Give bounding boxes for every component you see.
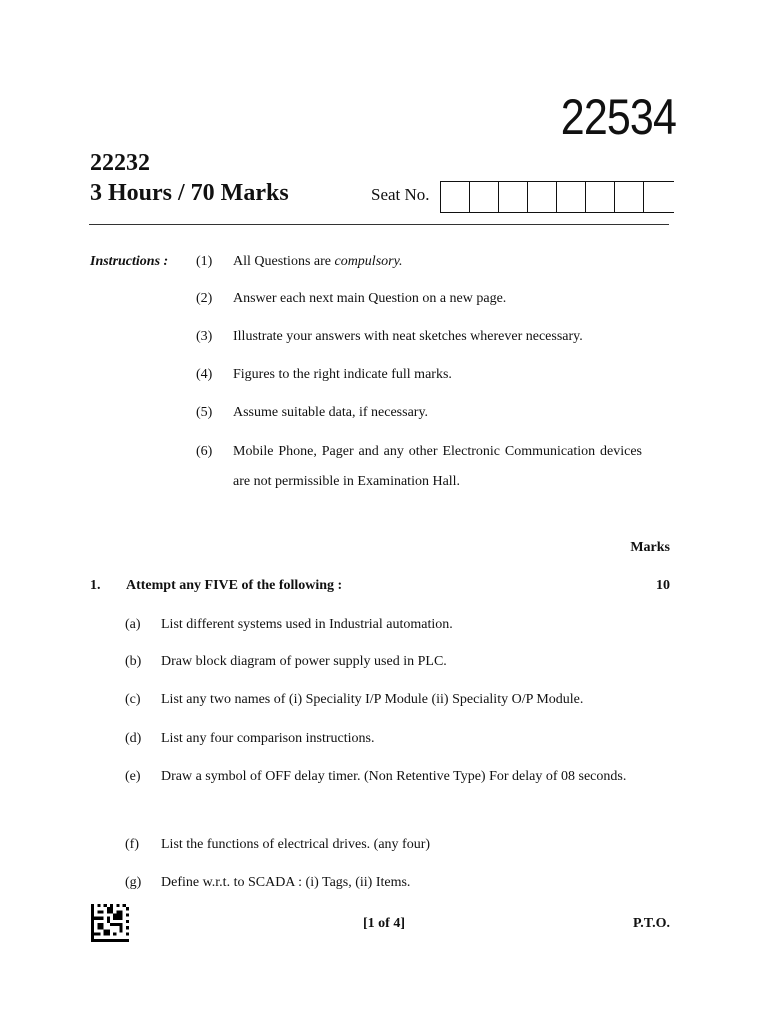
instruction-text: All Questions are compulsory. <box>233 254 403 269</box>
subquestion-number: (b) <box>125 654 142 669</box>
instruction-number: (5) <box>196 405 213 420</box>
instruction-text: Answer each next main Question on a new page. <box>233 291 507 306</box>
seat-box[interactable] <box>527 182 556 212</box>
seat-box[interactable] <box>440 182 469 212</box>
seat-box[interactable] <box>498 182 527 212</box>
duration-marks: 3 Hours / 70 Marks <box>90 180 289 206</box>
instruction-text: Figures to the right indicate full marks. <box>233 367 452 382</box>
subquestion-number: (a) <box>125 617 141 632</box>
question-marks: 10 <box>656 578 670 593</box>
subquestion-text: Define w.r.t. to SCADA : (i) Tags, (ii) Items. <box>161 875 411 890</box>
seat-label: Seat No. <box>371 185 430 204</box>
instruction-number: (4) <box>196 367 213 382</box>
pto-label: P.T.O. <box>633 916 670 931</box>
subquestion-number: (e) <box>125 769 141 784</box>
seat-box[interactable] <box>469 182 498 212</box>
subquestion-text: Draw a symbol of OFF delay timer. (Non Retentive Type) For delay of 08 seconds. <box>161 769 627 784</box>
instruction-text: Assume suitable data, if necessary. <box>233 405 429 420</box>
instruction-number: (6) <box>196 444 213 459</box>
instruction-number: (2) <box>196 291 213 306</box>
subquestion-text: List the functions of electrical drives. (any four) <box>161 837 431 852</box>
subquestion-text: List different systems used in Industrial automation. <box>161 617 453 632</box>
instruction-number: (1) <box>196 254 213 269</box>
instruction-emphasis: compulsory. <box>334 254 403 269</box>
instruction-text: Mobile Phone, Pager and any other Electronic Communication devices are not permissible in Examination Hall. <box>233 444 642 489</box>
seat-box[interactable] <box>585 182 614 212</box>
subquestion-text: Draw block diagram of power supply used in PLC. <box>161 654 447 669</box>
question-number: 1. <box>90 578 101 593</box>
seat-number-boxes[interactable] <box>440 181 674 213</box>
instruction-number: (3) <box>196 329 213 344</box>
subquestion-number: (c) <box>125 692 141 707</box>
subquestion-text: List any four comparison instructions. <box>161 731 375 746</box>
marks-heading: Marks <box>630 540 670 555</box>
seat-box[interactable] <box>614 182 643 212</box>
header-divider <box>89 224 669 225</box>
page-number: [1 of 4] <box>363 916 405 931</box>
seat-box[interactable] <box>643 182 672 212</box>
instruction-text: Illustrate your answers with neat sketches wherever necessary. <box>233 329 583 344</box>
instructions-label: Instructions : <box>90 254 169 269</box>
subject-code: 22232 <box>90 150 150 176</box>
subquestion-number: (d) <box>125 731 142 746</box>
subquestion-text: List any two names of (i) Speciality I/P Module (ii) Speciality O/P Module. <box>161 692 584 707</box>
question-text: Attempt any FIVE of the following : <box>126 578 343 593</box>
subquestion-number: (f) <box>125 837 139 852</box>
subquestion-number: (g) <box>125 875 142 890</box>
paper-code: 22534 <box>560 89 676 145</box>
seat-box[interactable] <box>556 182 585 212</box>
